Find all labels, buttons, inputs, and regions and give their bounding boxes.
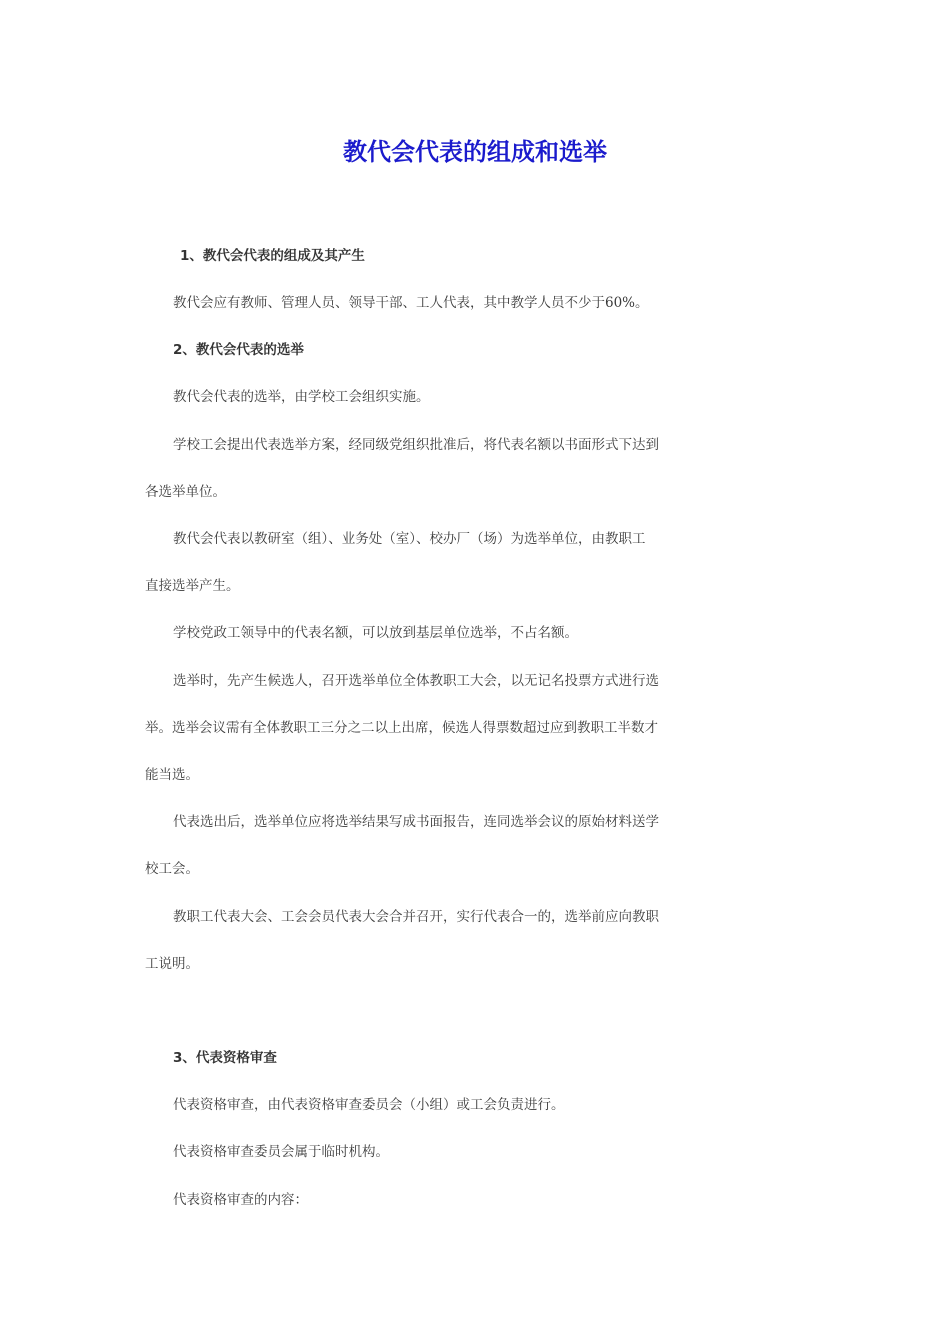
section-3-paragraph-3: 代表资格审查的内容：: [173, 1192, 308, 1208]
section-3-paragraph-2: 代表资格审查委员会属于临时机构。: [173, 1144, 389, 1160]
section-2-paragraph-5-line-3: 能当选。: [145, 767, 199, 783]
section-2-paragraph-6-line-1: 代表选出后，选举单位应将选举结果写成书面报告，连同选举会议的原始材料送学: [173, 814, 659, 830]
section-2-paragraph-4: 学校党政工领导中的代表名额，可以放到基层单位选举，不占名额。: [173, 625, 578, 641]
section-3-paragraph-1: 代表资格审查，由代表资格审查委员会（小组）或工会负责进行。: [173, 1097, 565, 1113]
section-2-paragraph-2-line-2: 各选举单位。: [145, 484, 226, 500]
section-2-paragraph-3-line-2: 直接选举产生。: [145, 578, 240, 594]
section-2-paragraph-3-line-1: 教代会代表以教研室（组）、业务处（室）、校办厂（场）为选举单位，由教职工: [173, 531, 646, 547]
section-1-heading: 1、教代会代表的组成及其产生: [180, 248, 365, 264]
section-2-paragraph-6-line-2: 校工会。: [145, 861, 199, 877]
section-2-heading: 2、教代会代表的选举: [173, 342, 304, 358]
section-2-paragraph-2-line-1: 学校工会提出代表选举方案，经同级党组织批准后，将代表名额以书面形式下达到: [173, 437, 659, 453]
section-3-heading: 3、代表资格审查: [173, 1050, 277, 1066]
document-title: 教代会代表的组成和选举: [343, 138, 607, 166]
section-2-paragraph-5-line-2: 举。选举会议需有全体教职工三分之二以上出席，候选人得票数超过应到教职工半数才: [145, 720, 658, 736]
section-2-paragraph-5-line-1: 选举时，先产生候选人，召开选举单位全体教职工大会，以无记名投票方式进行选: [173, 673, 659, 689]
section-2-paragraph-1: 教代会代表的选举，由学校工会组织实施。: [173, 389, 430, 405]
section-2-paragraph-7-line-2: 工说明。: [145, 956, 199, 972]
section-1-paragraph: 教代会应有教师、管理人员、领导干部、工人代表，其中教学人员不少于60%。: [173, 295, 649, 311]
section-2-paragraph-7-line-1: 教职工代表大会、工会会员代表大会合并召开，实行代表合一的，选举前应向教职: [173, 909, 659, 925]
